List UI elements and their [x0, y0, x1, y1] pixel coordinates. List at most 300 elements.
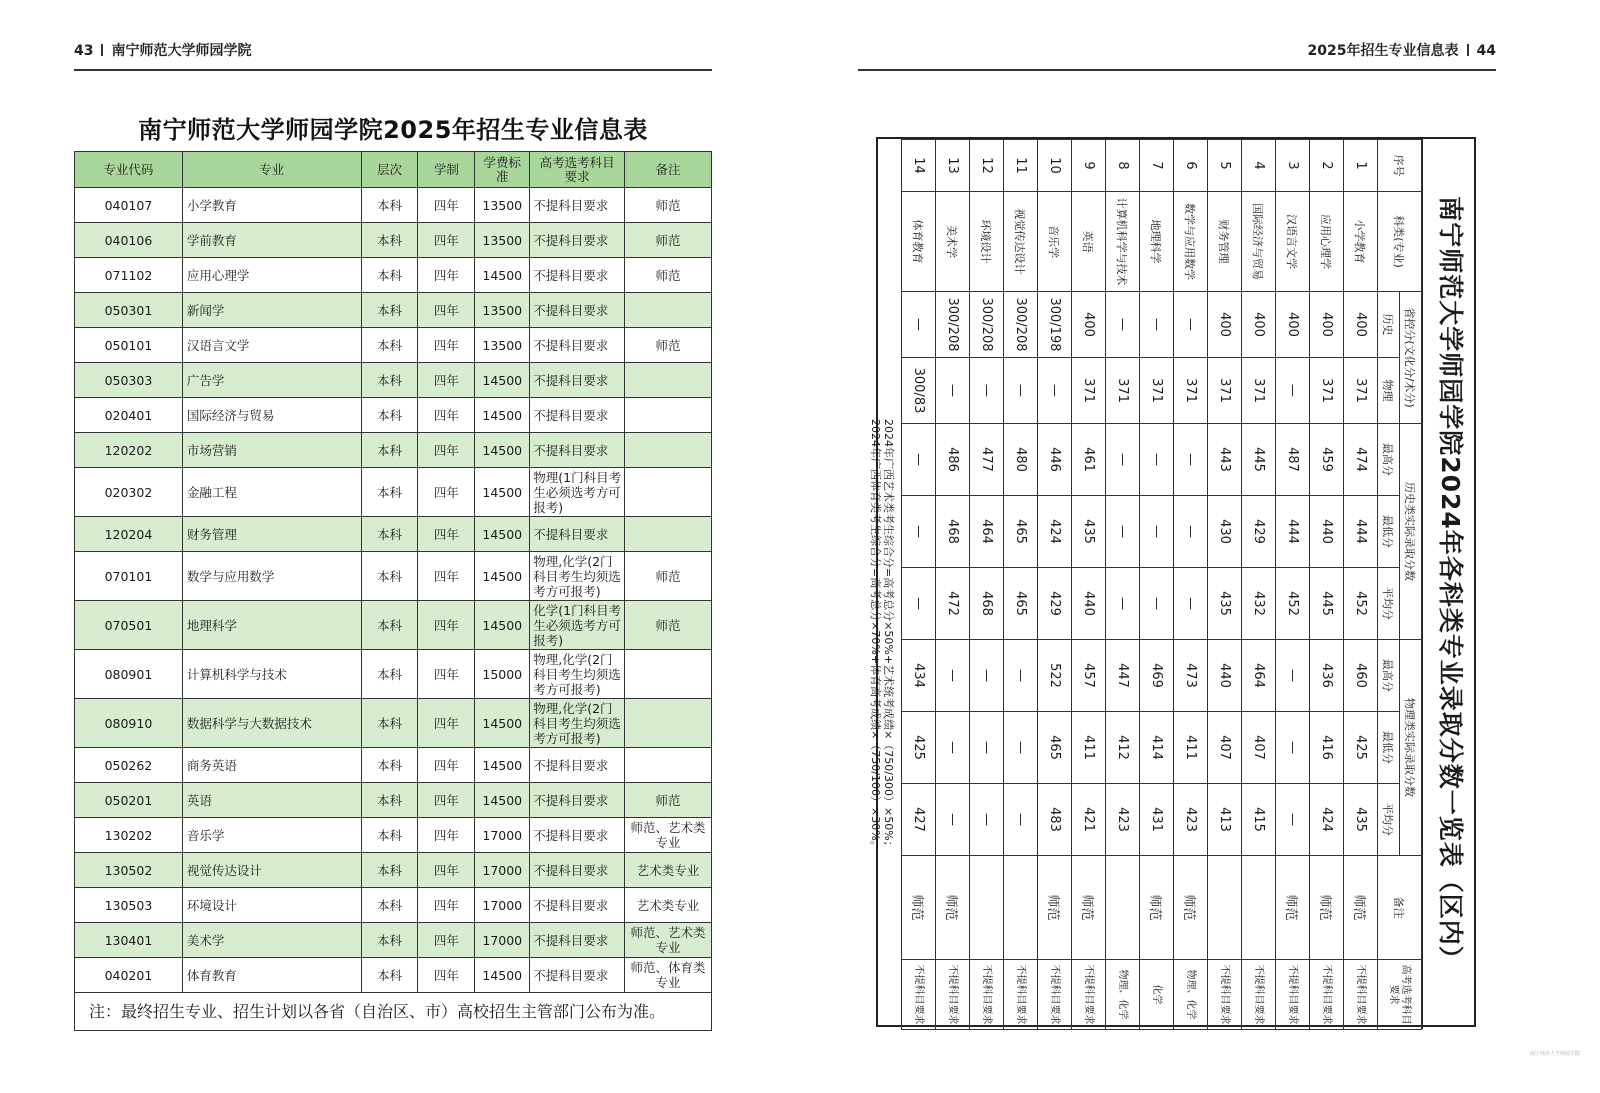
col-header-h-max: 最高分 [1378, 424, 1400, 496]
cell-ctrl_phys: — [1038, 358, 1072, 424]
cell-req: 不提科目要求 [1276, 960, 1310, 1030]
cell-h_min: — [902, 496, 936, 568]
cell-code: 040201 [75, 958, 183, 993]
table-row [1208, 140, 1242, 1030]
cell-h_avg: 432 [1242, 568, 1276, 640]
cell-note [625, 748, 712, 783]
cell-duration: 四年 [418, 958, 475, 993]
cell-note [625, 650, 712, 699]
table-row [1310, 140, 1344, 1030]
cell-level: 本科 [361, 433, 418, 468]
right-page-number: 44 [1476, 43, 1496, 59]
cell-p_min: 411 [1072, 712, 1106, 784]
cell-h_avg: — [1174, 568, 1208, 640]
cell-p_min: — [970, 712, 1004, 784]
cell-duration: 四年 [418, 517, 475, 552]
cell-code: 130202 [75, 818, 183, 853]
right-running-head [1308, 40, 1496, 60]
cell-major: 美术学 [936, 192, 970, 292]
cell-p_avg: 413 [1208, 784, 1242, 856]
cell-duration: 四年 [418, 923, 475, 958]
cell-h_min: 444 [1276, 496, 1310, 568]
cell-note [970, 856, 1004, 960]
cell-h_avg: 472 [936, 568, 970, 640]
cell-ctrl_hist: — [1174, 292, 1208, 358]
cell-p_avg: 424 [1310, 784, 1344, 856]
cell-h_avg: 452 [1344, 568, 1378, 640]
cell-p_max: 473 [1174, 640, 1208, 712]
scores-table-title: 南宁师范大学师园学院2024年各科类专业录取分数一览表（区内） [1422, 139, 1478, 1029]
col-header-ctrl-history: 历史 [1378, 292, 1400, 358]
table-row [75, 188, 712, 223]
cell-major: 英语 [1072, 192, 1106, 292]
table-row [970, 140, 1004, 1030]
cell-duration: 四年 [418, 888, 475, 923]
cell-req: 不提科目要求 [1208, 960, 1242, 1030]
cell-level: 本科 [361, 517, 418, 552]
cell-p_max: 469 [1140, 640, 1174, 712]
cell-major: 财务管理 [1208, 192, 1242, 292]
col-header-p-min: 最低分 [1378, 712, 1400, 784]
cell-requirement: 不提科目要求 [530, 188, 625, 223]
cell-fee: 13500 [475, 188, 530, 223]
table-row [1072, 140, 1106, 1030]
cell-p_avg: 421 [1072, 784, 1106, 856]
cell-major: 音乐学 [1038, 192, 1072, 292]
cell-code: 050262 [75, 748, 183, 783]
left-running-head [74, 40, 251, 60]
cell-seq: 8 [1106, 140, 1140, 192]
cell-p_max: 447 [1106, 640, 1140, 712]
cell-note: 师范 [1276, 856, 1310, 960]
col-header-p-avg: 平均分 [1378, 784, 1400, 856]
cell-p_avg: 431 [1140, 784, 1174, 856]
cell-code: 040106 [75, 223, 183, 258]
cell-code: 050303 [75, 363, 183, 398]
sports-formula: 2024年广西体育类考生综合分=高考总分×70%+体育高考成绩×（750/100）×30%。 [869, 419, 882, 852]
cell-note: 艺术类专业 [625, 853, 712, 888]
cell-req: 化学 [1140, 960, 1174, 1030]
cell-code: 050301 [75, 293, 183, 328]
cell-major: 数学与应用数学 [1174, 192, 1208, 292]
cell-p_max: 464 [1242, 640, 1276, 712]
table-row [75, 783, 712, 818]
cell-note: 师范 [1344, 856, 1378, 960]
cell-level: 本科 [361, 398, 418, 433]
cell-ctrl_phys: 371 [1174, 358, 1208, 424]
cell-h_min: 429 [1242, 496, 1276, 568]
cell-fee: 17000 [475, 853, 530, 888]
table-row [75, 853, 712, 888]
cell-ctrl_phys: 371 [1140, 358, 1174, 424]
cell-major: 小学教育 [1344, 192, 1378, 292]
cell-h_max: 477 [970, 424, 1004, 496]
cell-h_avg: — [1140, 568, 1174, 640]
cell-requirement: 不提科目要求 [530, 293, 625, 328]
cell-duration: 四年 [418, 223, 475, 258]
col-header-physics-group: 物理类实际录取分数 [1400, 640, 1422, 856]
cell-requirement: 不提科目要求 [530, 433, 625, 468]
cell-duration: 四年 [418, 433, 475, 468]
table-row [75, 293, 712, 328]
cell-major: 应用心理学 [182, 258, 361, 293]
cell-p_max: 457 [1072, 640, 1106, 712]
cell-ctrl_hist: 300/208 [970, 292, 1004, 358]
cell-level: 本科 [361, 601, 418, 650]
cell-p_max: 460 [1344, 640, 1378, 712]
cell-code: 130502 [75, 853, 183, 888]
cell-level: 本科 [361, 328, 418, 363]
cell-requirement: 不提科目要求 [530, 258, 625, 293]
cell-p_avg: — [970, 784, 1004, 856]
left-page-title: 南宁师范大学师园学院2025年招生专业信息表 [138, 116, 648, 144]
cell-h_max: 445 [1242, 424, 1276, 496]
cell-p_avg: — [1276, 784, 1310, 856]
cell-h_max: 486 [936, 424, 970, 496]
cell-req: 不提科目要求 [1242, 960, 1276, 1030]
cell-ctrl_phys: — [1276, 358, 1310, 424]
cell-fee: 15000 [475, 650, 530, 699]
cell-ctrl_phys: 371 [1310, 358, 1344, 424]
col-header-requirement: 高考选考科目要求 [530, 152, 625, 188]
table-row [1106, 140, 1140, 1030]
cell-seq: 10 [1038, 140, 1072, 192]
cell-ctrl_hist: 400 [1242, 292, 1276, 358]
cell-requirement: 不提科目要求 [530, 958, 625, 993]
cell-h_max: 461 [1072, 424, 1106, 496]
cell-h_min: — [1140, 496, 1174, 568]
cell-major: 汉语言文学 [182, 328, 361, 363]
cell-note: 师范 [625, 783, 712, 818]
cell-h_min: — [1174, 496, 1208, 568]
cell-p_max: — [1004, 640, 1038, 712]
cell-code: 120202 [75, 433, 183, 468]
left-header-rule [74, 69, 712, 71]
cell-note: 师范 [902, 856, 936, 960]
cell-p_min: 407 [1242, 712, 1276, 784]
cell-major: 数据科学与大数据技术 [182, 699, 361, 748]
cell-p_max: — [970, 640, 1004, 712]
cell-ctrl_phys: 371 [1242, 358, 1276, 424]
cell-note [625, 398, 712, 433]
cell-level: 本科 [361, 468, 418, 517]
cell-p_min: 465 [1038, 712, 1072, 784]
cell-h_max: — [1140, 424, 1174, 496]
cell-seq: 6 [1174, 140, 1208, 192]
left-running-head-text: 南宁师范大学师园学院 [111, 43, 252, 59]
right-running-head-text: 2025年招生专业信息表 [1307, 43, 1459, 59]
cell-p_min: 425 [902, 712, 936, 784]
col-header-h-avg: 平均分 [1378, 568, 1400, 640]
cell-duration: 四年 [418, 552, 475, 601]
cell-ctrl_hist: — [902, 292, 936, 358]
cell-requirement: 不提科目要求 [530, 853, 625, 888]
cell-ctrl_hist: 300/198 [1038, 292, 1072, 358]
cell-ctrl_phys: — [1004, 358, 1038, 424]
cell-fee: 17000 [475, 923, 530, 958]
cell-note: 师范 [1072, 856, 1106, 960]
majors-table-header [75, 152, 712, 188]
cell-code: 120204 [75, 517, 183, 552]
cell-level: 本科 [361, 923, 418, 958]
cell-duration: 四年 [418, 258, 475, 293]
cell-major: 环境设计 [970, 192, 1004, 292]
cell-p_avg: — [1004, 784, 1038, 856]
table-row [75, 363, 712, 398]
cell-note: 师范、艺术类专业 [625, 818, 712, 853]
col-header-h-min: 最低分 [1378, 496, 1400, 568]
cell-p_max: 522 [1038, 640, 1072, 712]
cell-duration: 四年 [418, 601, 475, 650]
cell-ctrl_hist: 400 [1344, 292, 1378, 358]
cell-major: 地理科学 [1140, 192, 1174, 292]
cell-note: 师范 [625, 328, 712, 363]
left-page-number: 43 [74, 43, 94, 59]
cell-level: 本科 [361, 188, 418, 223]
cell-code: 071102 [75, 258, 183, 293]
cell-seq: 9 [1072, 140, 1106, 192]
cell-h_avg: 465 [1004, 568, 1038, 640]
cell-level: 本科 [361, 552, 418, 601]
table-row [75, 223, 712, 258]
cell-note: 师范 [936, 856, 970, 960]
cell-seq: 4 [1242, 140, 1276, 192]
cell-h_min: 465 [1004, 496, 1038, 568]
cell-h_avg: 445 [1310, 568, 1344, 640]
cell-fee: 17000 [475, 818, 530, 853]
col-header-seq: 序号 [1378, 140, 1422, 192]
cell-ctrl_hist: — [1106, 292, 1140, 358]
cell-h_max: 487 [1276, 424, 1310, 496]
cell-duration: 四年 [418, 468, 475, 517]
cell-note: 师范 [625, 552, 712, 601]
table-row [1276, 140, 1310, 1030]
cell-fee: 17000 [475, 888, 530, 923]
cell-level: 本科 [361, 748, 418, 783]
cell-seq: 5 [1208, 140, 1242, 192]
cell-note [625, 517, 712, 552]
cell-ctrl_hist: 300/208 [936, 292, 970, 358]
cell-major: 数学与应用数学 [182, 552, 361, 601]
table-row [75, 650, 712, 699]
cell-h_min: 440 [1310, 496, 1344, 568]
cell-p_avg: 423 [1106, 784, 1140, 856]
cell-h_avg: — [1106, 568, 1140, 640]
table-row [902, 140, 936, 1030]
cell-req: 不提科目要求 [1004, 960, 1038, 1030]
cell-seq: 12 [970, 140, 1004, 192]
table-row [75, 258, 712, 293]
cell-major: 市场营销 [182, 433, 361, 468]
cell-code: 040107 [75, 188, 183, 223]
table-row [1174, 140, 1208, 1030]
cell-ctrl_phys: 371 [1208, 358, 1242, 424]
cell-fee: 14500 [475, 363, 530, 398]
right-header-rule [858, 69, 1496, 71]
cell-p_avg: 427 [902, 784, 936, 856]
cell-major: 商务英语 [182, 748, 361, 783]
cell-note: 师范 [625, 223, 712, 258]
col-header-note: 备注 [1378, 856, 1422, 960]
cell-code: 020302 [75, 468, 183, 517]
cell-level: 本科 [361, 818, 418, 853]
cell-ctrl_phys: 300/83 [902, 358, 936, 424]
col-header-code: 专业代码 [75, 152, 183, 188]
cell-ctrl_phys: — [970, 358, 1004, 424]
table-row [75, 517, 712, 552]
cell-p_min: 407 [1208, 712, 1242, 784]
cell-note: 师范 [1140, 856, 1174, 960]
cell-seq: 7 [1140, 140, 1174, 192]
cell-level: 本科 [361, 258, 418, 293]
cell-note: 师范 [625, 258, 712, 293]
cell-level: 本科 [361, 223, 418, 258]
table-row [75, 398, 712, 433]
table-row [1242, 140, 1276, 1030]
cell-p_max: 436 [1310, 640, 1344, 712]
cell-code: 070101 [75, 552, 183, 601]
cell-ctrl_phys: 371 [1106, 358, 1140, 424]
cell-duration: 四年 [418, 783, 475, 818]
cell-h_avg: 429 [1038, 568, 1072, 640]
cell-h_avg: 468 [970, 568, 1004, 640]
col-header-fee: 学费标准 [475, 152, 530, 188]
cell-req: 物理、化学 [1106, 960, 1140, 1030]
cell-duration: 四年 [418, 699, 475, 748]
cell-note [625, 468, 712, 517]
cell-h_max: — [902, 424, 936, 496]
cell-h_min: — [1106, 496, 1140, 568]
cell-ctrl_phys: 371 [1344, 358, 1378, 424]
cell-h_max: 446 [1038, 424, 1072, 496]
cell-major: 金融工程 [182, 468, 361, 517]
cell-note: 师范 [625, 601, 712, 650]
cell-p_max: — [1276, 640, 1310, 712]
cell-requirement: 物理,化学(2门科目考生均须选考方可报考) [530, 699, 625, 748]
cell-note [625, 363, 712, 398]
cell-duration: 四年 [418, 293, 475, 328]
cell-major: 新闻学 [182, 293, 361, 328]
cell-fee: 13500 [475, 293, 530, 328]
cell-p_min: 414 [1140, 712, 1174, 784]
cell-h_min: 424 [1038, 496, 1072, 568]
table-row [75, 601, 712, 650]
cell-note: 师范 [1038, 856, 1072, 960]
cell-p_min: 416 [1310, 712, 1344, 784]
rotated-scores-panel [869, 139, 1478, 1029]
cell-code: 080910 [75, 699, 183, 748]
cell-p_min: — [1004, 712, 1038, 784]
cell-p_avg: — [936, 784, 970, 856]
cell-major: 视觉传达设计 [182, 853, 361, 888]
cell-seq: 1 [1344, 140, 1378, 192]
cell-code: 080901 [75, 650, 183, 699]
col-header-duration: 学制 [418, 152, 475, 188]
cell-requirement: 物理,化学(2门科目考生均须选考方可报考) [530, 650, 625, 699]
cell-note [625, 699, 712, 748]
cell-major: 音乐学 [182, 818, 361, 853]
cell-major: 国际经济与贸易 [182, 398, 361, 433]
cell-seq: 2 [1310, 140, 1344, 192]
cell-fee: 14500 [475, 748, 530, 783]
cell-requirement: 不提科目要求 [530, 888, 625, 923]
cell-major: 应用心理学 [1310, 192, 1344, 292]
cell-duration: 四年 [418, 188, 475, 223]
cell-requirement: 化学(1门科目考生必须选考方可报考) [530, 601, 625, 650]
col-header-requirement: 高考选考科目要求 [1378, 960, 1422, 1030]
cell-major: 地理科学 [182, 601, 361, 650]
cell-note [1208, 856, 1242, 960]
cell-h_max: — [1106, 424, 1140, 496]
cell-p_max: 434 [902, 640, 936, 712]
cell-fee: 14500 [475, 258, 530, 293]
cell-req: 物理、化学 [1174, 960, 1208, 1030]
cell-requirement: 不提科目要求 [530, 363, 625, 398]
cell-req: 不提科目要求 [1344, 960, 1378, 1030]
art-formula: 2024年广西艺术类考生综合分=高考总分×50%+艺术统考成绩×（750/300）×50%； [882, 419, 895, 852]
cell-ctrl_hist: 400 [1208, 292, 1242, 358]
cell-requirement: 不提科目要求 [530, 783, 625, 818]
cell-ctrl_hist: 400 [1072, 292, 1106, 358]
cell-level: 本科 [361, 958, 418, 993]
col-header-history-group: 历史类实际录取分数 [1400, 424, 1422, 640]
cell-code: 050201 [75, 783, 183, 818]
cell-fee: 13500 [475, 223, 530, 258]
header-separator [1467, 44, 1469, 56]
col-header-major: 专业 [182, 152, 361, 188]
cell-note: 师范、艺术类专业 [625, 923, 712, 958]
cell-requirement: 不提科目要求 [530, 328, 625, 363]
cell-seq: 11 [1004, 140, 1038, 192]
table-row [75, 888, 712, 923]
col-header-note: 备注 [625, 152, 712, 188]
cell-p_min: 425 [1344, 712, 1378, 784]
cell-duration: 四年 [418, 398, 475, 433]
cell-requirement: 不提科目要求 [530, 748, 625, 783]
cell-duration: 四年 [418, 363, 475, 398]
cell-fee: 14500 [475, 601, 530, 650]
cell-h_avg: 440 [1072, 568, 1106, 640]
table-row [75, 748, 712, 783]
cell-code: 070501 [75, 601, 183, 650]
cell-fee: 14500 [475, 398, 530, 433]
cell-duration: 四年 [418, 853, 475, 888]
cell-ctrl_phys: 371 [1072, 358, 1106, 424]
col-header-level: 层次 [361, 152, 418, 188]
table-row [75, 923, 712, 958]
cell-level: 本科 [361, 650, 418, 699]
cell-p_max: 440 [1208, 640, 1242, 712]
cell-duration: 四年 [418, 650, 475, 699]
cell-note: 师范 [1174, 856, 1208, 960]
table-row [75, 433, 712, 468]
table-row [75, 552, 712, 601]
cell-h_avg: — [902, 568, 936, 640]
cell-note [625, 433, 712, 468]
cell-major: 环境设计 [182, 888, 361, 923]
cell-h_max: 474 [1344, 424, 1378, 496]
cell-h_max: 480 [1004, 424, 1038, 496]
cell-seq: 3 [1276, 140, 1310, 192]
cell-major: 广告学 [182, 363, 361, 398]
cell-level: 本科 [361, 888, 418, 923]
cell-ctrl_hist: 400 [1310, 292, 1344, 358]
cell-fee: 14500 [475, 552, 530, 601]
table-row [75, 818, 712, 853]
cell-p_min: 412 [1106, 712, 1140, 784]
cell-major: 小学教育 [182, 188, 361, 223]
cell-requirement: 物理(1门科目考生必须选考方可报考) [530, 468, 625, 517]
